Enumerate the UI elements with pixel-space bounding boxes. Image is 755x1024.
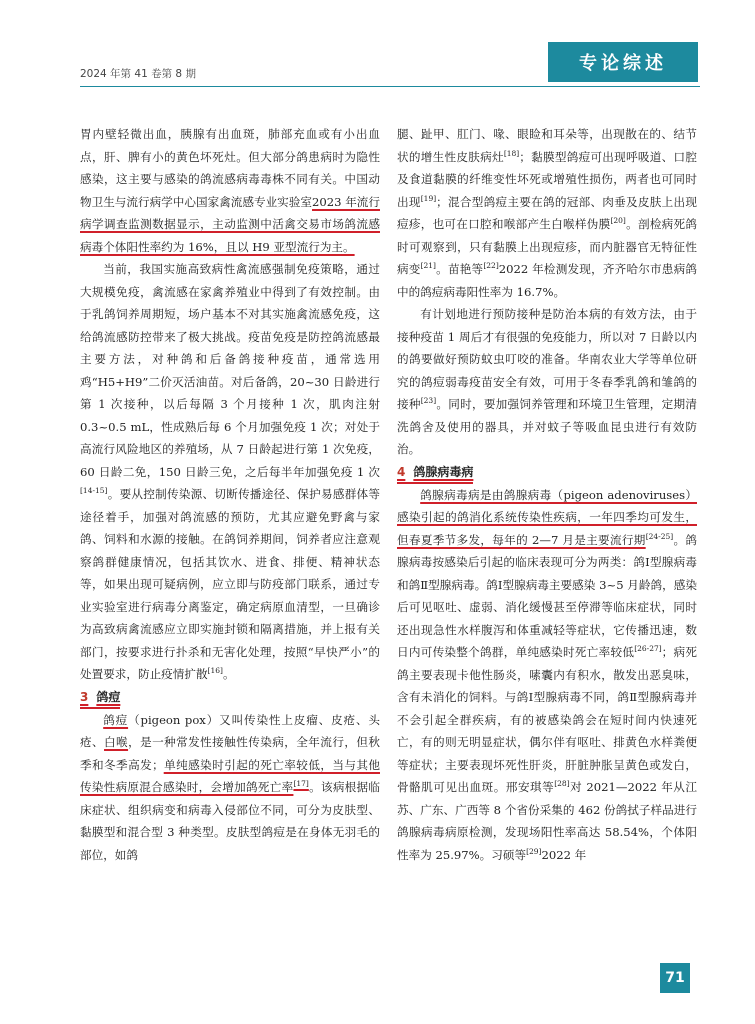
section-banner: 专论综述 — [548, 42, 698, 82]
citation: [24-25] — [645, 531, 674, 541]
citation: [18] — [503, 148, 520, 158]
text: 对 2021—2022 年从江苏、广东、广西等 8 个省份采集的 462 份鸽拭子样品进行鸽腺病毒病原检测，发现场阳性率高达 58.54%，个体阳性率为 25.97%。习硕等 — [397, 780, 697, 862]
citation: [21] — [420, 261, 436, 271]
header-divider — [80, 86, 700, 87]
text: 当前，我国实施高致病性禽流感强制免疫策略，通过大规模免疫，禽流感在家禽养殖业中得到了有效控制。由于乳鸽饲养周期短，场户基本不对其实施禽流感免疫，这给鸽流感防控带来了极大挑战。疫苗免疫是防控鸽流感最主要方法，对种鸽和后备鸽接种疫苗，通常选用鸡“H5+H9”二价灭活油苗。对后备鸽，20~30 日龄进行第 1 次接种，以后每隔 3 个月接种 1 次，肌肉注射 0.3~0.5 mL，性成熟后每 6 个月加强免疫 1 次；对处于高流行风险地区的养殖场，从 7 日龄起进行第 1 次免疫，60 日龄二免，150 日龄三免，之后每半年加强免疫 1 次 — [80, 262, 380, 479]
paragraph — [80, 123, 380, 258]
text: ；病死鸽主要表现卡他性肠炎，嗉囊内有积水，散发出恶臭味，含有未消化的饲料。与鸽Ⅰ型腺病毒不同，鸽Ⅱ型腺病毒并不会引起全群疾病，有的被感染鸽会在短时间内快速死亡，有的则无明显症状，偶尔伴有呕吐、排黄色水样粪便等症状；主要表现坏死性肝炎，肝脏肿胀呈黄色或发白，骨骼肌可见出血斑。邢安琪等 — [397, 645, 697, 794]
section-heading — [397, 462, 473, 484]
text: 有计划地进行预防接种是防治本病的有效方法，由于接种疫苗 1 周后才有很强的免疫能力，所以对 7 日龄以内的鸽要做好预防蚊虫叮咬的准备。华南农业大学等单位研究的鸽痘弱毒疫苗安全有效，可用于冬春季乳鸽和雏鸽的接种 — [397, 307, 697, 411]
citation: [19] — [420, 193, 437, 203]
citation: [28] — [554, 779, 570, 789]
text: 。该病根据临床症状、组织病变和病毒入侵部位不同，可分为皮肤型、黏膜型和混合型 3 种类型。皮肤型鸽痘是在身体无羽毛的部位，如鸽 — [80, 780, 380, 862]
right-column — [397, 123, 697, 866]
text: （pigeon pox）又叫传染性上皮瘤、皮疮、头疮、 — [80, 712, 380, 749]
underlined-text: 2023 年流行病学调查监测数据显示，主动监测中活禽交易市场鸽流感病毒个体阳性率约为 16%，且以 H9 亚型流行为主。 — [80, 194, 380, 254]
citation: [16] — [207, 666, 223, 676]
section-number: 4 — [397, 464, 406, 479]
citation: [23] — [420, 396, 437, 406]
section-number: 3 — [80, 689, 89, 704]
text: 。要从控制传染源、切断传播途径、保护易感群体等途径着手，加强对鸽流感的预防，尤其应避免野禽与家鸽、饲料和水源的接触。在鸽饲养期间，饲养者应注意观察鸽群健康情况，包括其饮水、进食、排便、精神状态等，如果出现可疑病例，应立即与防疫部门联系，通过专业实验室进行病毒分离鉴定，确定病原血清型，一旦确诊为高致病禽流感应立即实施封锁和隔离措施，并上报有关部门，按要求进行扑杀和无害化处理，按照“早快严小”的处置要求，防止疫情扩散 — [80, 487, 380, 681]
underlined-text: 鸽痘 — [103, 712, 129, 727]
text: 腿、趾甲、肛门、喙、眼睑和耳朵等，出现散在的、结节状的增生性皮肤病灶 — [397, 127, 697, 164]
citation: [22] — [483, 261, 499, 271]
citation: [14-15] — [80, 486, 108, 496]
text: 2022 年 — [541, 847, 587, 862]
left-column — [80, 123, 380, 866]
text: 。剖检病死鸽时可观察到，只有黏膜上出现痘疹，而内脏器官无特征性病变 — [397, 217, 697, 276]
text: ；混合型鸽痘主要在鸽的冠部、肉垂及皮肤上出现痘疹，也可在口腔和喉部产生白喉样伪膜 — [397, 194, 697, 231]
page-number: 71 — [660, 963, 690, 993]
paragraph — [80, 258, 380, 686]
paragraph — [397, 484, 697, 867]
text: ；黏膜型鸽痘可出现呼吸道、口腔及食道黏膜的纤维变性坏死或增殖性损伤，两者也可同时出现 — [397, 149, 697, 209]
section-title: 鸽痘 — [96, 689, 121, 704]
text: 。鸽腺病毒按感染后引起的临床表现可分为两类：鸽Ⅰ型腺病毒和鸽Ⅱ型腺病毒。鸽Ⅰ型腺病毒主要感染 3~5 月龄鸽，感染后可见呕吐、虚弱、消化缓慢甚至停滞等临床症状，同时还出现急性水样腹泻和体重减轻等症状，它传播迅速，数日内可传染整个鸽群，单纯感染时死亡率较低 — [397, 532, 697, 659]
underlined-text: 单纯感染时引起的死亡率较低，当与其他传染性病原混合感染时，会增加鸽死亡率 — [80, 757, 380, 794]
paragraph — [397, 123, 697, 303]
text: ，是一种常发性接触性传染病，全年流行，但秋季和冬季高发； — [80, 735, 380, 772]
text: 。同时，要加强饲养管理和环境卫生管理，定期清洗鸽舍及使用的器具，并对蚊子等吸血昆虫进行有效防治。 — [397, 397, 697, 456]
text: 2022 年检测发现，齐齐哈尔市患病鸽中的鸽痘病毒阳性率为 16.7%。 — [397, 262, 697, 299]
underlined-text: 白喉 — [104, 735, 129, 749]
citation: [26-27] — [634, 644, 662, 654]
paragraph — [80, 709, 380, 867]
section-heading — [80, 687, 120, 709]
citation: [29] — [526, 846, 542, 856]
paragraph — [397, 303, 697, 461]
text: 胃内壁轻微出血，胰腺有出血斑，肺部充血或有小出血点，肝、脾有小的黄色坏死灶。但大部分鸽患病时为隐性感染，这主要与感染的鸽流感病毒毒株不同有关。中国动物卫生与流行病学中心国家禽流感专业实验室 — [80, 127, 380, 209]
underlined-text: 鸽腺病毒病是由鸽腺病毒（pigeon adenoviruses）感染引起的鸽消化系统传染性疾病，一年四季均可发生，但春夏季节多发，每年的 2—7 月是主要流行期 — [397, 487, 697, 547]
section-title: 鸽腺病毒病 — [413, 464, 474, 479]
citation: [17] — [293, 779, 309, 789]
text: 。苗艳等 — [435, 262, 484, 276]
journal-issue: 2024 年第 41 卷第 8 期 — [80, 68, 196, 80]
citation: [20] — [610, 216, 626, 226]
text: 。 — [222, 667, 235, 681]
